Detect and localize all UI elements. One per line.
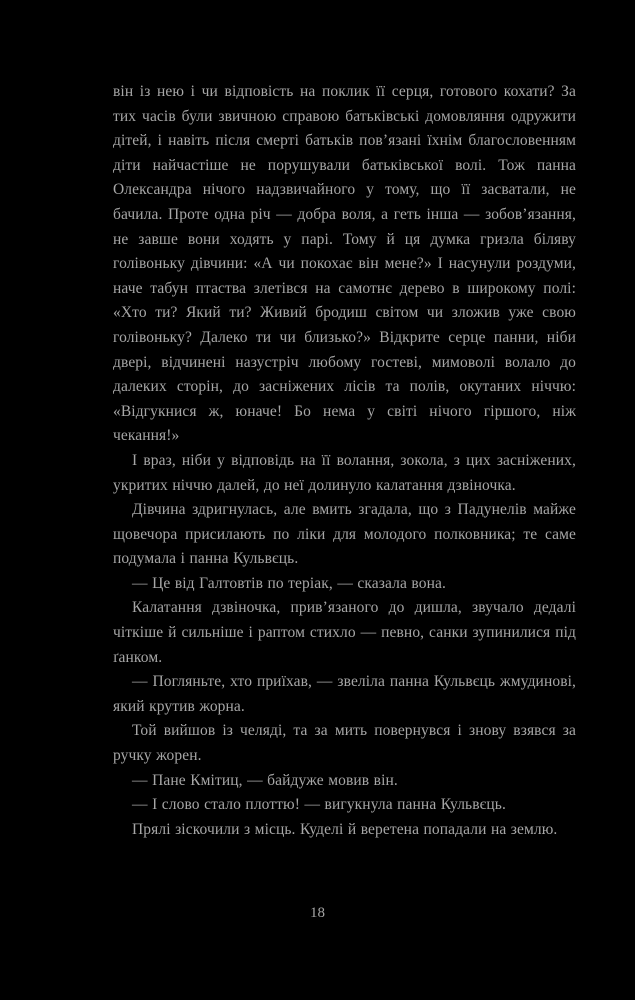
paragraph: Калатання дзвіночка, прив’язаного до дишла, звучало дедалі чіткіше й сильніше і раптом стихло — певно, санки зупинилися під ґанком. bbox=[113, 599, 576, 666]
text-body bbox=[113, 80, 576, 842]
dialogue-line: — Це від Галтовтів по теріак, — сказала вона. bbox=[132, 574, 446, 592]
dialogue-line: — І слово стало плоттю! — вигукнула панна Кульвєць. bbox=[132, 796, 506, 814]
paragraph: Дівчина здригнулась, але вмить згадала, що з Падунелів майже щовечора присилають по ліки для молодого полковника; те саме подумала і панна Кульвєць. bbox=[113, 501, 576, 568]
paragraph: Той вийшов із челяді, та за мить повернувся і знову взявся за ручку жорен. bbox=[113, 722, 576, 765]
paragraph: Прялі зіскочили з місць. Куделі й веретена попадали на землю. bbox=[132, 820, 558, 838]
dialogue-line: — Пане Кмітиц, — байдуже мовив він. bbox=[132, 771, 398, 789]
paragraph: І враз, ніби у відповідь на її волання, зокола, з цих засніжених, укритих ніччю далей, до неї долинуло калатання дзвіночка. bbox=[113, 451, 576, 494]
dialogue-line: — Погляньте, хто приїхав, — звеліла панна Кульвєць жмудинові, який крутив жорна. bbox=[113, 673, 576, 715]
paragraph-continuation: він із нею і чи відповість на поклик її серця, готового кохати? За тих часів були звичною справою батьківські домовляння одружити дітей, і навіть після смерті батьків пов’язані їхнім благословенням діти найчастіше не порушували батьківської волі. Тож панна Олександра нічого надзвичайного у тому, що її засватали, не бачила. Проте одна річ — добра воля, а геть інша — зобов’язання, не завше вони ходять у парі. Тому й ця думка гризла біляву голівоньку дівчини: «А чи покохає він мене?» І насунули роздуми, наче табун птаства злетівся на самотнє дерево в широкому полі: «Хто ти? Який ти? Живий бродиш світом чи зложив уже свою голівоньку? Далеко ти чи близько?» Відкрите серце панни, ніби двері, відчинені назустріч любому гостеві, мимоволі волало до далеких сторін, до засніжених лісів та полів, окутаних ніччю: «Відгукнися ж, юначе! Бо нема у світі нічого гіршого, ніж чекання!» bbox=[113, 83, 576, 445]
page-number: 18 bbox=[310, 905, 325, 921]
